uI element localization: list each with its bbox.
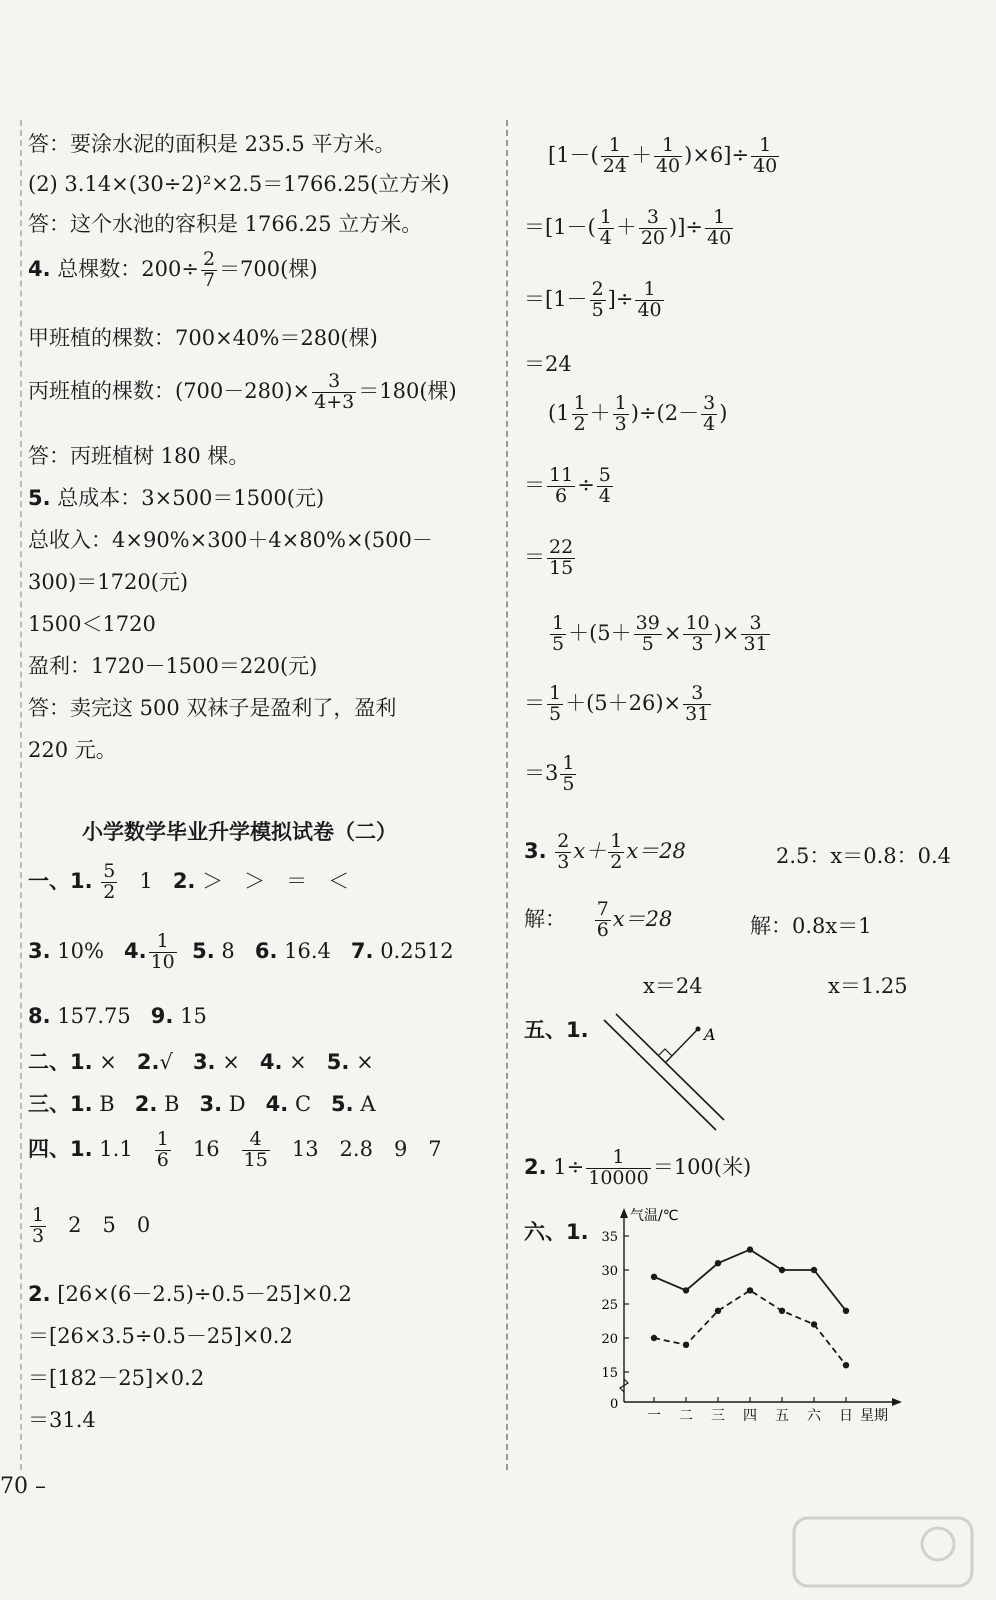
calc-line: 丙班植的棵数：(700－280)× $\frac{3}{4+3}$ ＝180(棵): [28, 370, 457, 413]
fraction: $\frac{2}{7}$: [202, 248, 216, 291]
calc-line: ＝[1－( $\frac{1}{4}$ ＋ $\frac{3}{20}$ )]÷ $\frac{1}{40}$: [524, 206, 732, 249]
fraction: $\frac{1}{24}$: [602, 134, 627, 177]
calc-line: [1－( $\frac{1}{24}$ ＋ $\frac{1}{40}$ )×6]÷ $\frac{1}{40}$: [548, 134, 778, 177]
data-point: [651, 1274, 657, 1280]
y-tick-label: 35: [601, 1230, 618, 1245]
y-axis-label: 气温/℃: [630, 1208, 679, 1224]
answer-line: 答：卖完这 500 双袜子是盈利了，盈利: [28, 696, 397, 720]
fraction: $\frac{5}{4}$: [598, 464, 611, 507]
series-line-solid: [654, 1250, 846, 1311]
fraction: $\frac{1}{40}$: [637, 278, 662, 321]
fraction: $\frac{3}{4}$: [703, 392, 716, 435]
y-tick-label: 30: [601, 1264, 618, 1279]
q4-line: 4. 总棵数：200÷ $\frac{2}{7}$ ＝700(棵): [28, 248, 318, 291]
wu-label: 五、1.: [524, 1018, 589, 1042]
fraction: $\frac{1}{5}$: [552, 612, 565, 655]
part1-line1: 一、1. $\frac{5}{2}$ 1 2. ＞ ＞ ＝ ＜: [28, 860, 350, 903]
point-a: [696, 1027, 701, 1032]
q3-answer: x＝1.25: [828, 974, 908, 998]
fraction: $\frac{1}{10}$: [150, 930, 175, 973]
calc-line: ＝31.4: [28, 1408, 96, 1432]
fraction: $\frac{1}{40}$: [655, 134, 681, 177]
fraction: $\frac{3}{20}$: [640, 206, 666, 249]
calc-line: ＝[182－25]×0.2: [28, 1366, 205, 1390]
answer-line: 答：丙班植树 180 棵。: [28, 444, 250, 468]
calc-line: 1500＜1720: [28, 612, 156, 636]
fraction: $\frac{1}{10000}$: [588, 1146, 649, 1189]
data-point: [651, 1335, 657, 1341]
x-tick-label: 四: [743, 1408, 757, 1424]
part4-line1: 四、1. 1.1 $\frac{1}{6}$ 16 $\frac{4}{15}$ 13 2.8 9 7: [28, 1128, 442, 1171]
y-axis-arrow: [620, 1208, 628, 1218]
calc-line: (1 $\frac{1}{2}$ ＋ $\frac{1}{3}$ )÷(2－ $\frac{3}{4}$ ): [548, 392, 728, 435]
watermark-logo: [788, 1512, 978, 1592]
q3-right-eq: 2.5：x＝0.8：0.4: [776, 844, 952, 868]
data-point: [811, 1321, 817, 1327]
data-point: [683, 1342, 689, 1348]
fraction: $\frac{7}{6}$: [596, 898, 609, 941]
fraction: $\frac{4}{15}$: [243, 1128, 268, 1171]
q3-right-solve: 解：0.8x＝1: [750, 914, 872, 938]
calc-line: ＝3 $\frac{1}{5}$: [524, 752, 575, 795]
calc-line: 300)＝1720(元): [28, 570, 189, 594]
data-point: [683, 1287, 689, 1293]
fraction: $\frac{2}{5}$: [591, 278, 604, 321]
fraction: $\frac{3}{31}$: [685, 682, 710, 725]
fraction: $\frac{39}{5}$: [635, 612, 660, 655]
data-point: [747, 1246, 753, 1252]
calc-line: ＝ $\frac{22}{15}$: [524, 536, 574, 579]
answer-line: 220 元。: [28, 738, 117, 762]
fraction: $\frac{2}{3}$: [557, 830, 570, 873]
column-divider: [506, 120, 508, 1470]
fraction: $\frac{1}{5}$: [549, 682, 562, 725]
data-point: [843, 1362, 849, 1368]
fraction: $\frac{1}{40}$: [707, 206, 732, 249]
fraction: $\frac{1}{2}$: [573, 392, 586, 435]
data-point: [843, 1308, 849, 1314]
parallel-lines-figure: [596, 1012, 736, 1132]
liu-label: 六、1.: [524, 1220, 589, 1244]
part1-line2: 3. 10% 4. $\frac{1}{10}$ 5. 8 6. 16.4 7. 0.2512: [28, 930, 454, 973]
calc-line: ＝24: [524, 352, 572, 376]
fraction: $\frac{1}{3}$: [32, 1204, 45, 1247]
q4-label: 4.: [28, 256, 51, 281]
x-tick-label: 五: [775, 1408, 789, 1424]
x-tick-label: 六: [807, 1408, 821, 1424]
point-a-label: A: [704, 1025, 716, 1044]
q3-answer: x＝24: [643, 974, 703, 998]
fraction: $\frac{3}{31}$: [743, 612, 768, 655]
calc-line: ＝ $\frac{11}{6}$ ÷ $\frac{5}{4}$: [524, 464, 611, 507]
wu2-line: 2. 1÷ $\frac{1}{10000}$ ＝100(米): [524, 1146, 752, 1189]
x-tick-label: 日: [839, 1408, 853, 1424]
data-point: [715, 1308, 721, 1314]
calc-line: $\frac{1}{5}$ ＋(5＋ $\frac{39}{5}$ × $\frac{10}{3}$ )× $\frac{3}{31}$: [552, 612, 768, 655]
series-line-dashed: [654, 1290, 846, 1365]
x-axis-label: 星期: [860, 1408, 888, 1424]
calc-line: 2. [26×(6－2.5)÷0.5－25]×0.2: [28, 1282, 352, 1306]
fraction: $\frac{10}{3}$: [685, 612, 710, 655]
parallel-line-1: [604, 1020, 716, 1130]
left-margin-rule: [20, 120, 22, 1470]
data-point: [811, 1267, 817, 1273]
x-tick-label: 一: [647, 1408, 661, 1424]
part1-line3: 8. 157.75 9. 15: [28, 1004, 207, 1028]
q5-line: 5. 总成本：3×500＝1500(元): [28, 486, 325, 510]
calc-line: (2) 3.14×(30÷2)²×2.5＝1766.25(立方米): [28, 172, 450, 196]
fraction: $\frac{11}{6}$: [549, 464, 574, 507]
fraction: $\frac{22}{15}$: [549, 536, 574, 579]
calc-line: 总收入：4×90%×300＋4×80%×(500－: [28, 528, 433, 552]
y-tick-label: 20: [601, 1332, 618, 1347]
part4-line2: $\frac{1}{3}$ 2 5 0: [32, 1204, 151, 1247]
fraction: $\frac{1}{4}$: [599, 206, 612, 249]
fraction: $\frac{1}{40}$: [753, 134, 778, 177]
data-point: [747, 1287, 753, 1293]
answer-line: 答：这个水池的容积是 1766.25 立方米。: [28, 212, 423, 236]
answer-line: 答：要涂水泥的面积是 235.5 平方米。: [28, 132, 396, 156]
part2-line: 二、1. × 2.√ 3. × 4. × 5. ×: [28, 1050, 374, 1074]
part3-line: 三、1. B 2. B 3. D 4. C 5. A: [28, 1092, 376, 1116]
fraction: $\frac{1}{5}$: [562, 752, 575, 795]
q3-line2: 解： $\frac{7}{6}$ x＝28: [524, 898, 673, 941]
calc-line: 盈利：1720－1500＝220(元): [28, 654, 318, 678]
fraction: $\frac{1}{6}$: [156, 1128, 169, 1171]
calc-line: ＝[1－ $\frac{2}{5}$ ]÷ $\frac{1}{40}$: [524, 278, 662, 321]
calc-line: ＝ $\frac{1}{5}$ ＋(5＋26)× $\frac{3}{31}$: [524, 682, 710, 725]
data-point: [715, 1260, 721, 1266]
fraction: $\frac{5}{2}$: [103, 860, 116, 903]
page-number: 70 –: [0, 1474, 46, 1499]
fraction: $\frac{1}{3}$: [614, 392, 627, 435]
data-point: [779, 1308, 785, 1314]
section-title: 小学数学毕业升学模拟试卷（二）: [82, 820, 397, 844]
x-tick-label: 三: [711, 1408, 725, 1424]
q3-line1: 3. $\frac{2}{3}$ x＋ $\frac{1}{2}$ x＝28: [524, 830, 686, 873]
right-angle-mark: [659, 1049, 672, 1056]
fraction: $\frac{1}{2}$: [610, 830, 623, 873]
fraction: $\frac{3}{4+3}$: [314, 370, 355, 413]
calc-line: 甲班植的棵数：700×40%＝280(棵): [28, 326, 378, 350]
y-tick-label: 25: [601, 1298, 618, 1313]
x-tick-label: 二: [679, 1408, 693, 1424]
data-point: [779, 1267, 785, 1273]
x-axis-arrow: [892, 1398, 902, 1406]
perpendicular-line: [666, 1029, 698, 1062]
temperature-line-chart: [596, 1206, 912, 1436]
y-tick-label: 15: [601, 1366, 618, 1381]
calc-line: ＝[26×3.5÷0.5－25]×0.2: [28, 1324, 293, 1348]
origin-label: 0: [610, 1397, 619, 1412]
